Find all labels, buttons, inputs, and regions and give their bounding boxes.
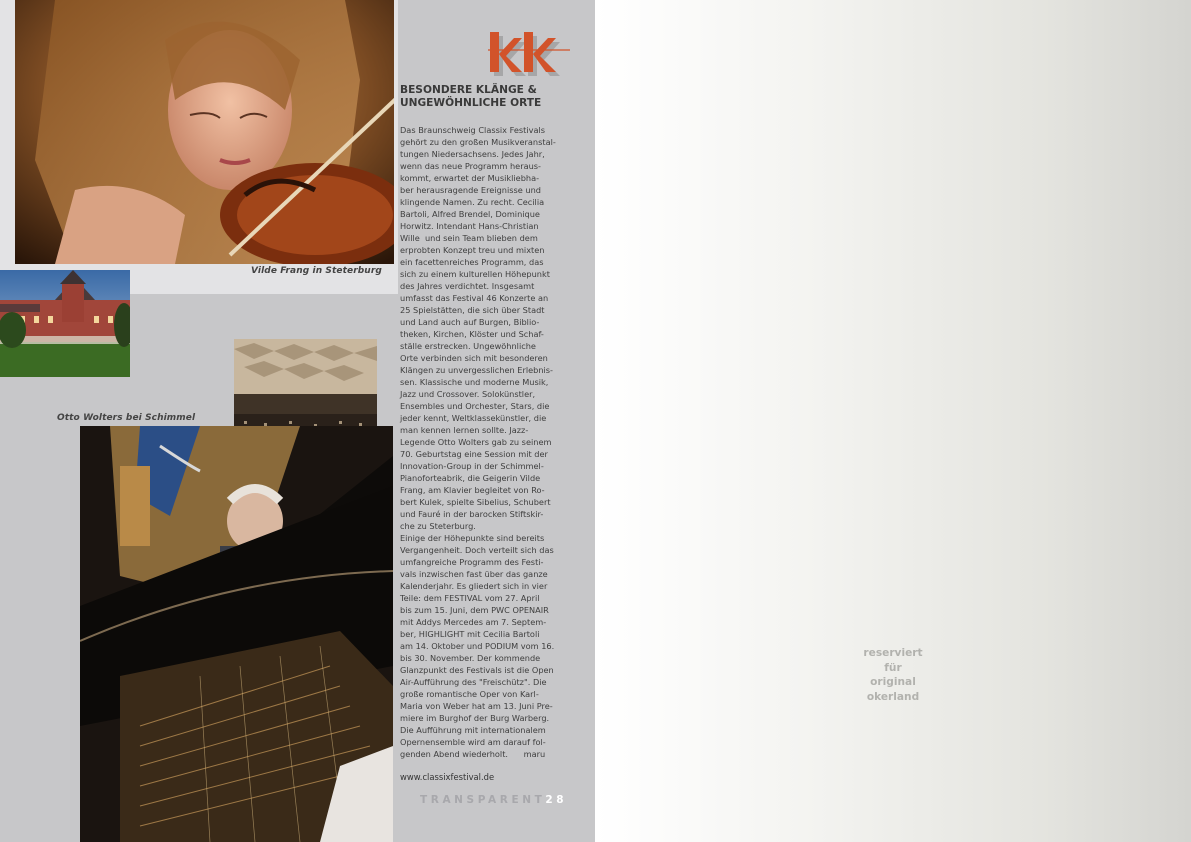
body-line: mit Addys Mercedes am 7. Septem-: [400, 617, 547, 627]
ad-placeholder-line: original: [870, 676, 916, 688]
body-line: miere im Burghof der Burg Warberg.: [400, 713, 550, 723]
body-line: 25 Spielstätten, die sich über Stadt: [400, 305, 545, 315]
body-line: umfangreiche Programm des Festi-: [400, 557, 544, 567]
left-page: [0, 0, 595, 842]
festival-website-link[interactable]: www.classixfestival.de: [400, 772, 495, 782]
right-page: [595, 0, 1191, 842]
body-line: Das Braunschweig Classix Festivals: [400, 125, 546, 135]
body-line: Innovation-Group in der Schimmel-: [400, 461, 544, 471]
body-line: große romantische Oper von Karl-: [400, 689, 539, 699]
body-line: gehört zu den großen Musikveranstal-: [400, 137, 556, 147]
body-line: Pianoforteabrik, die Geigerin Vilde: [400, 473, 541, 483]
body-line: sich zu einem kulturellen Höhepunkt: [400, 269, 550, 279]
concert-hall-photo: [234, 339, 377, 439]
body-line: Die Aufführung mit internationalem: [400, 725, 546, 735]
body-line: erprobten Konzept treu und mixten: [400, 245, 545, 255]
body-line: Opernensemble wird am darauf fol-: [400, 737, 546, 747]
body-line: bis zum 15. Juni, dem PWC OPENAIR: [400, 605, 549, 615]
article-body: [400, 124, 576, 760]
ad-placeholder-line: reserviert: [863, 647, 923, 659]
body-line: ber herausragende Ereignisse und: [400, 185, 541, 195]
body-line: Legende Otto Wolters gab zu seinem: [400, 437, 552, 447]
body-line: Ensembles und Orchester, Stars, die: [400, 401, 550, 411]
body-line: Maria von Weber hat am 13. Juni Pre-: [400, 701, 553, 711]
body-line: des Jahres verdichtet. Insgesamt: [400, 281, 535, 291]
headline-line-1: BESONDERE KLÄNGE &: [400, 84, 537, 96]
body-line: genden Abend wiederholt. maru: [400, 749, 546, 759]
body-line: Orte verbinden sich mit besonderen: [400, 353, 548, 363]
body-line: sen. Klassische und moderne Musik,: [400, 377, 549, 387]
body-line: bis 30. November. Der kommende: [400, 653, 541, 663]
piano-photo-caption: Otto Wolters bei Schimmel: [57, 413, 196, 423]
body-line: vals inzwischen fast über das ganze: [400, 569, 548, 579]
body-line: 70. Geburtstag eine Session mit der: [400, 449, 548, 459]
magazine-name: TRANSPARENT: [420, 794, 546, 806]
castle-photo: [0, 270, 130, 377]
body-line: ein facettenreiches Programm, das: [400, 257, 544, 267]
body-line: Air-Aufführung des "Freischütz". Die: [400, 677, 547, 687]
pianist-photo: [80, 426, 393, 842]
body-line: umfasst das Festival 46 Konzerte an: [400, 293, 549, 303]
body-line: Teile: dem FESTIVAL vom 27. April: [400, 593, 540, 603]
violin-photo-caption: Vilde Frang in Steterburg: [251, 266, 382, 276]
ad-placeholder-line: für: [884, 661, 902, 674]
kk-logo: [488, 30, 572, 86]
body-line: und Land auch auf Burgen, Biblio-: [400, 317, 540, 327]
headline-line-2: UNGEWÖHNLICHE ORTE: [400, 97, 542, 109]
body-line: Bartoli, Alfred Brendel, Dominique: [400, 209, 540, 219]
body-line: kommt, erwartet der Musikliebha-: [400, 173, 540, 183]
body-line: Glanzpunkt des Festivals ist die Open: [400, 665, 554, 675]
body-line: che zu Steterburg.: [400, 521, 476, 531]
body-line: Kalenderjahr. Es gliedert sich in vier: [400, 581, 548, 591]
body-line: klingende Namen. Zu recht. Cecilia: [400, 197, 545, 207]
body-line: Einige der Höhepunkte sind bereits: [400, 533, 545, 543]
body-line: wenn das neue Programm heraus-: [400, 161, 541, 171]
body-line: ber, HIGHLIGHT mit Cecilia Bartoli: [400, 629, 540, 639]
body-line: Vergangenheit. Doch verteilt sich das: [400, 545, 554, 555]
page-folio: [420, 794, 567, 806]
body-line: theken, Kirchen, Klöster und Schaf-: [400, 329, 544, 339]
violinist-photo: [15, 0, 394, 264]
body-line: und Fauré in der barocken Stiftskir-: [400, 509, 544, 519]
ad-placeholder: [842, 646, 944, 704]
body-line: bert Kulek, spielte Sibelius, Schubert: [400, 497, 551, 507]
body-line: Wille und sein Team blieben dem: [400, 233, 538, 243]
body-line: jeder kennt, Weltklassekünstler, die: [400, 413, 547, 423]
page-number: 28: [545, 794, 568, 806]
body-line: man kennen lernen sollte. Jazz-: [400, 425, 529, 435]
body-line: Jazz und Crossover. Solokünstler,: [400, 389, 536, 399]
body-line: am 14. Oktober und PODIUM vom 16.: [400, 641, 555, 651]
ad-placeholder-line: okerland: [866, 690, 920, 703]
body-line: tungen Niedersachsens. Jedes Jahr,: [400, 149, 545, 159]
body-line: ställe erstrecken. Ungewöhnliche: [400, 341, 536, 351]
body-line: Horwitz. Intendant Hans-Christian: [400, 221, 539, 231]
body-line: Frang, am Klavier begleitet von Ro-: [400, 485, 545, 495]
article-headline: [400, 84, 580, 110]
body-line: Klängen zu unvergesslichen Erlebnis-: [400, 365, 554, 375]
